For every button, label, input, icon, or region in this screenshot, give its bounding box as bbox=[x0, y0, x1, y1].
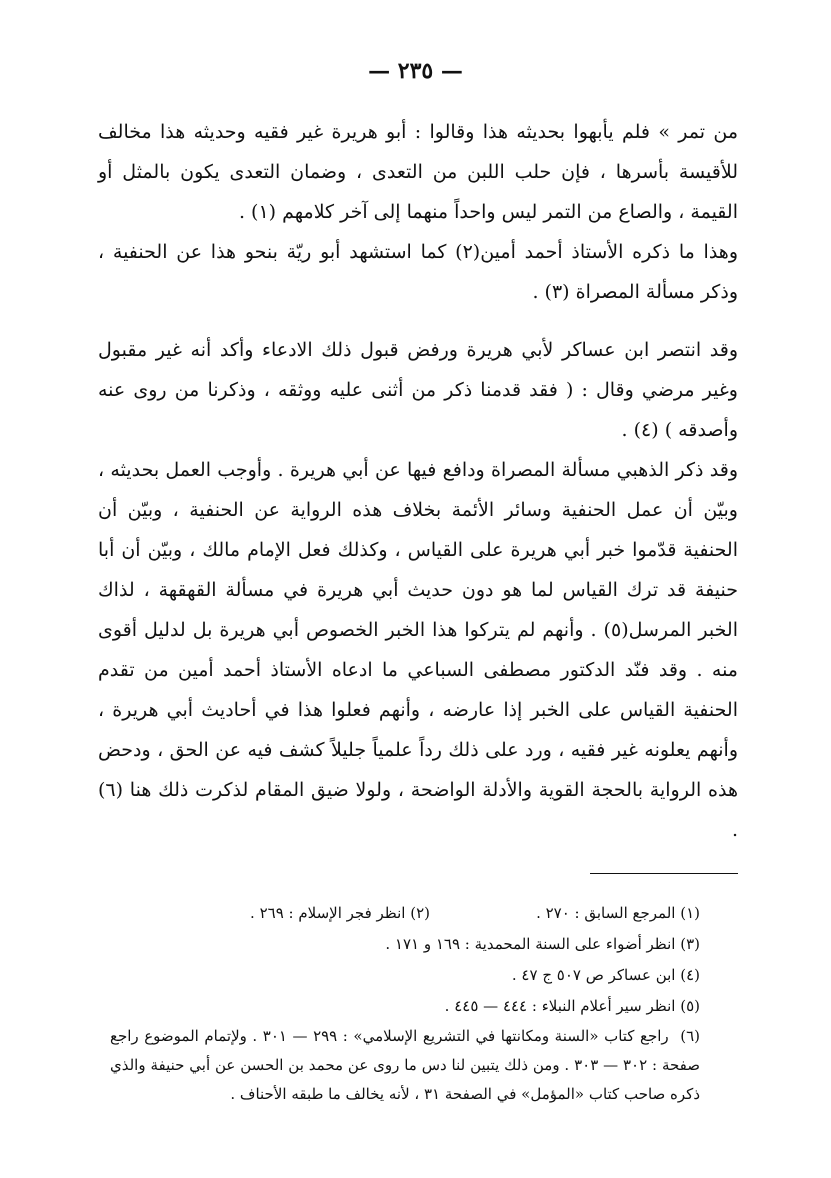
footnote-row-4 bbox=[110, 960, 740, 991]
paragraph-2 bbox=[98, 232, 738, 312]
paragraph-3-text: وقد انتصر ابن عساكر لأبي هريرة ورفض قبول ذلك الادعاء وأكد أنه غير مقبول وغير مرضي وقال : ( فقد قدمنا ذكر من أثنى عليه ووثقه ، وذكرنا من روى عنه وأصدقه ) (٤) . bbox=[98, 339, 738, 441]
footnotes bbox=[110, 898, 740, 1109]
paragraph-4 bbox=[98, 450, 738, 850]
paragraph-1 bbox=[98, 112, 738, 232]
footnote-6-text: راجع كتاب «السنة ومكانتها في التشريع الإسلامي» : ٢٩٩ — ٣٠١ . ولإتمام الموضوع راجع صفحة : ٣٠٢ — ٣٠٣ . ومن ذلك يتبين لنا دس ما روى عن محمد بن الحسن عن أبي حنيفة والذي ذكره صاحب كتاب «المؤمل» في الصفحة ٣١ ، لأنه يخالف ما طبقه الأحناف . bbox=[110, 1027, 700, 1103]
footnote-1: (١) المرجع السابق : ٢٧٠ . bbox=[536, 904, 700, 922]
footnote-3: (٣) انظر أضواء على السنة المحمدية : ١٦٩ و ١٧١ . bbox=[385, 935, 700, 953]
paragraph-1-text: من تمر » فلم يأبهوا بحديثه هذا وقالوا : أبو هريرة غير فقيه وحديثه هذا مخالف للأقيسة بأسرها ، فإن حلب اللبن من التعدى ، وضمان التعدى يكون بالمثل أو القيمة ، والصاع من التمر ليس واحداً منهما إلى آخر كلامهم (١) . bbox=[98, 121, 738, 223]
footnote-separator bbox=[590, 873, 738, 874]
footnote-row-1-2 bbox=[110, 898, 740, 929]
paragraph-4-text: وقد ذكر الذهبي مسألة المصراة ودافع فيها عن أبي هريرة . وأوجب العمل بحديثه ، وبيّن أن عمل الحنفية وسائر الأئمة بخلاف هذه الرواية عن الحنفية ، وبيّن أن الحنفية قدّموا خبر أبي هريرة على القياس ، وكذلك فعل الإمام مالك ، وبيّن أن أبا حنيفة قد ترك القياس لما هو دون حديث أبي هريرة في مسألة القهقهة ، لذاك الخبر المرسل(٥) . وأنهم لم يتركوا هذا الخبر الخصوص أبي هريرة بل لدليل أقوى منه . وقد فنّد الدكتور مصطفى السباعي ما ادعاه الأستاذ أحمد أمين من تقدم الحنفية القياس على الخبر إذا عارضه ، وأنهم فعلوا هذا في أحاديث أبي هريرة ، وأنهم يعلونه غير فقيه ، ورد على ذلك رداً علمياً جليلاً كشف فيه عن الحق ، ودحض هذه الرواية بالحجة القوية والأدلة الواضحة ، ولولا ضيق المقام لذكرت ذلك هنا (٦) . bbox=[98, 459, 738, 841]
page-number: — ٢٣٥ — bbox=[368, 58, 463, 84]
paragraph-2-text: وهذا ما ذكره الأستاذ أحمد أمين(٢) كما استشهد أبو ريّة بنحو هذا عن الحنفية ، وذكر مسألة المصراة (٣) . bbox=[98, 241, 738, 303]
paragraph-3 bbox=[98, 330, 738, 450]
footnote-row-5 bbox=[110, 991, 740, 1022]
footnote-6-number: (٦) bbox=[680, 1027, 700, 1045]
footnote-row-3 bbox=[110, 929, 740, 960]
footnote-5: (٥) انظر سير أعلام النبلاء : ٤٤٤ — ٤٤٥ . bbox=[444, 997, 700, 1015]
footnote-2: (٢) انظر فجر الإسلام : ٢٦٩ . bbox=[250, 904, 430, 922]
footnote-4: (٤) ابن عساكر ص ٥٠٧ ج ٤٧ . bbox=[511, 966, 700, 984]
footnote-6 bbox=[110, 1022, 740, 1109]
